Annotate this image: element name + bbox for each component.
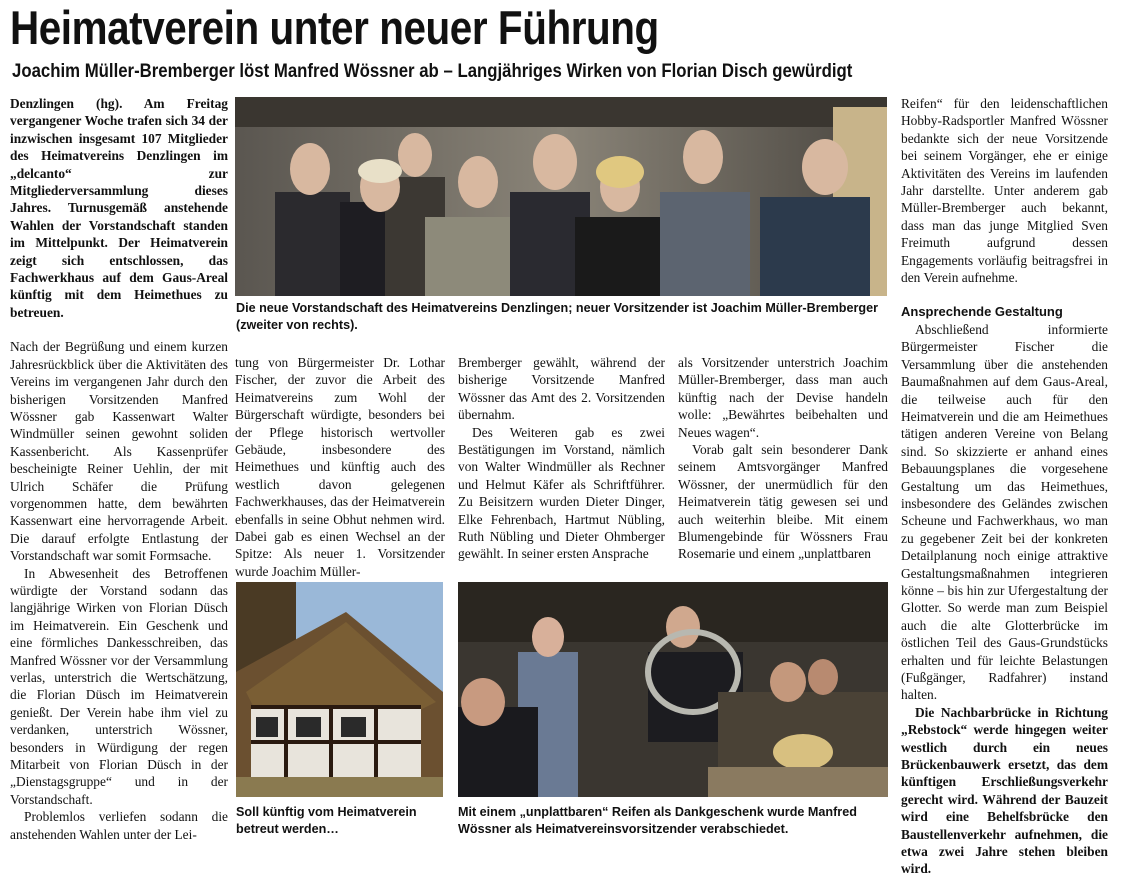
column-2 (235, 354, 445, 580)
paragraph: In Abwesenheit des Betroffenen würdigte der Vorstand sodann das langjährige Wirken von Florian Düsch im Heimatverein. Ein Geschenk und eine förmliches Dankesschreiben, das Manfred Wössner vor der Versammlung verlas, unterstrich die Wertschätzung, die Florian Düsch im Heimatverein genießt. Der Verein habe ihm viel zu verdanken, unterstrich Wössner, besonders in Würdigung der regen Mitarbeit von Florian Düsch in der „Dienstagsgruppe“ und in der Vorstandschaft. (10, 565, 228, 807)
paragraph: als Vorsitzender unterstrich Joachim Müller-Bremberger, dass man auch künftig nach der Devise handeln wolle: „Bewährtes beibehalten und Neues wagen“. (678, 355, 888, 440)
house-photo (236, 582, 443, 797)
column-3 (458, 354, 665, 563)
paragraph: Reifen“ für den leidenschaftlichen Hobby-Radsportler Manfred Wössner bedankte sich der neue Vorsitzende bei seinem Vorgänger, ehe er einige Aktivitäten des Vereins im laufenden Jahr darstellte. Unter anderem gab Müller-Bremberger auch bekannt, dass man das junge Mitglied Sven Freimuth aufgrund dessen Engagements vorläufig beitragsfrei in den Verein aufnehme. (901, 96, 1108, 286)
paragraph: tung von Bürgermeister Dr. Lothar Fischer, der zuvor die Arbeit des Heimatvereins zum Wohl der Bürgerschaft würdigte, besonders bei der Pflege historisch wertvoller Gebäude, insbesondere des Heimethues und künftig auch des westlich davon gelegenen Fachwerkhauses, das der Heimatverein ebenfalls in seine Obhut nehmen wird. Dabei gab es einen Wechsel an der Spitze: Als neuer 1. Vorsitzender wurde Joachim Müller- (235, 355, 445, 579)
paragraph: Des Weiteren gab es zwei Bestätigungen im Vorstand, nämlich von Walter Windmüller als Rechner und Helmut Käfer als Schriftführer. Zu Beisitzern wurden Dieter Dinger, Elke Fehrenbach, Hartmut Nübling, Ruth Nübling und Dieter Ohmberger gewählt. In seiner ersten Ansprache (458, 424, 665, 562)
ceremony-photo (458, 582, 888, 797)
lead-paragraph: Denzlingen (hg). Am Freitag vergangener Woche trafen sich 34 der inzwischen insgesamt 107 Mitglieder des Heimatvereins Denzlingen im „delcanto“ zur Mitgliederversammlung dieses Jahres. Turnusgemäß anstehende Wahlen der Vorstandschaft standen im Mittelpunkt. Der Heimatverein zeigt sich entschlossen, das Fachwerkhaus auf dem Gaus-Areal künftig mit dem Heimethues zu betreuen. (10, 96, 228, 320)
group-photo-caption: Die neue Vorstandschaft des Heimatvereins Denzlingen; neuer Vorsitzender ist Joachim Müller-Bremberger (zweiter von rechts). (236, 301, 878, 332)
group-photo (235, 97, 887, 296)
paragraph: Vorab galt sein besonderer Dank seinem Amtsvorgänger Manfred Wössner, der unermüdlich für den Heimatverein tätig gewesen sei und auch weiterhin bleibe. Mit einem Blumengebinde für Wössners Frau Rosemarie und einem „unplattbaren (678, 442, 888, 562)
paragraph: Abschließend informierte Bürgermeister Fischer die Versammlung über die anstehenden Baumaßnahmen auf dem Gaus-Areal, die teilweise auch für den Heimatverein und die am Heimethues tätigen anderen Vereine von Belang sind. So skizzierte er anhand eines Bebauungsplanes die vorgesehene Gestaltung um das Heimethues, insbesondere des Geländes zwischen Scheune und Fachwerkhaus, wo man zu gegebener Zeit bei der konkreten Detailplanung noch einige attraktive Gestaltungsmaßnahmen integrieren könne – bis hin zur Ufergestaltung der Glotter. So werde man zum Beispiel auch die alte Glotterbrücke im östlichen Teil des Gaus-Grundstücks erhalten und für leichte Belastungen (Fußgänger, Radfahrer) instand halten. (901, 321, 1108, 703)
column-5 (901, 95, 1108, 878)
paragraph: Die Nachbarbrücke in Richtung „Rebstock“ werde hingegen weiter westlich durch ein neues Brückenbauwerk ersetzt, das dem künftigen Erschließungsverkehr gerecht wird. Während der Bauzeit wird eine Behelfsbrücke den Baustellenverkehr aufnehmen, die etwa zwei Jahre stehen bleiben wird. (901, 704, 1108, 877)
column-1 (10, 95, 228, 843)
paragraph: Problemlos verliefen sodann die anstehenden Wahlen unter der Lei- (10, 809, 228, 842)
column-4 (678, 354, 888, 563)
crosshead: Ansprechende Gestaltung (901, 304, 1063, 320)
ceremony-photo-caption: Mit einem „unplattbaren“ Reifen als Dankgeschenk wurde Manfred Wössner als Heimatvereinsvorsitzender verabschiedet. (458, 805, 857, 836)
paragraph: Bremberger gewählt, während der bisherige Vorsitzende Manfred Wössner das Amt des 2. Vorsitzenden übernahm. (458, 355, 665, 423)
subheadline: Joachim Müller-Bremberger löst Manfred Wössner ab – Langjähriges Wirken von Florian Disch gewürdigt (12, 60, 853, 82)
house-photo-caption: Soll künftig vom Heimatverein betreut werden… (236, 805, 417, 836)
headline: Heimatverein unter neuer Führung (10, 1, 659, 54)
paragraph: Nach der Begrüßung und einem kurzen Jahresrückblick über die Aktivitäten des Vereins im vergangenen Jahr durch den bisherigen Vorsitzenden Manfred Wössner gab Kassenwart Walter Windmüller seinen gewohnt soliden Kassenbericht. Als Kassenprüfer bescheinigte Reiner Uehlin, der mit Ulrich Schäfer die Prüfung vorgenommen hatte, dem bewährten Kassenwart eine hervorragende Arbeit. Die darauf erfolgte Entlastung der Vorstandschaft war somit Formsache. (10, 339, 228, 564)
